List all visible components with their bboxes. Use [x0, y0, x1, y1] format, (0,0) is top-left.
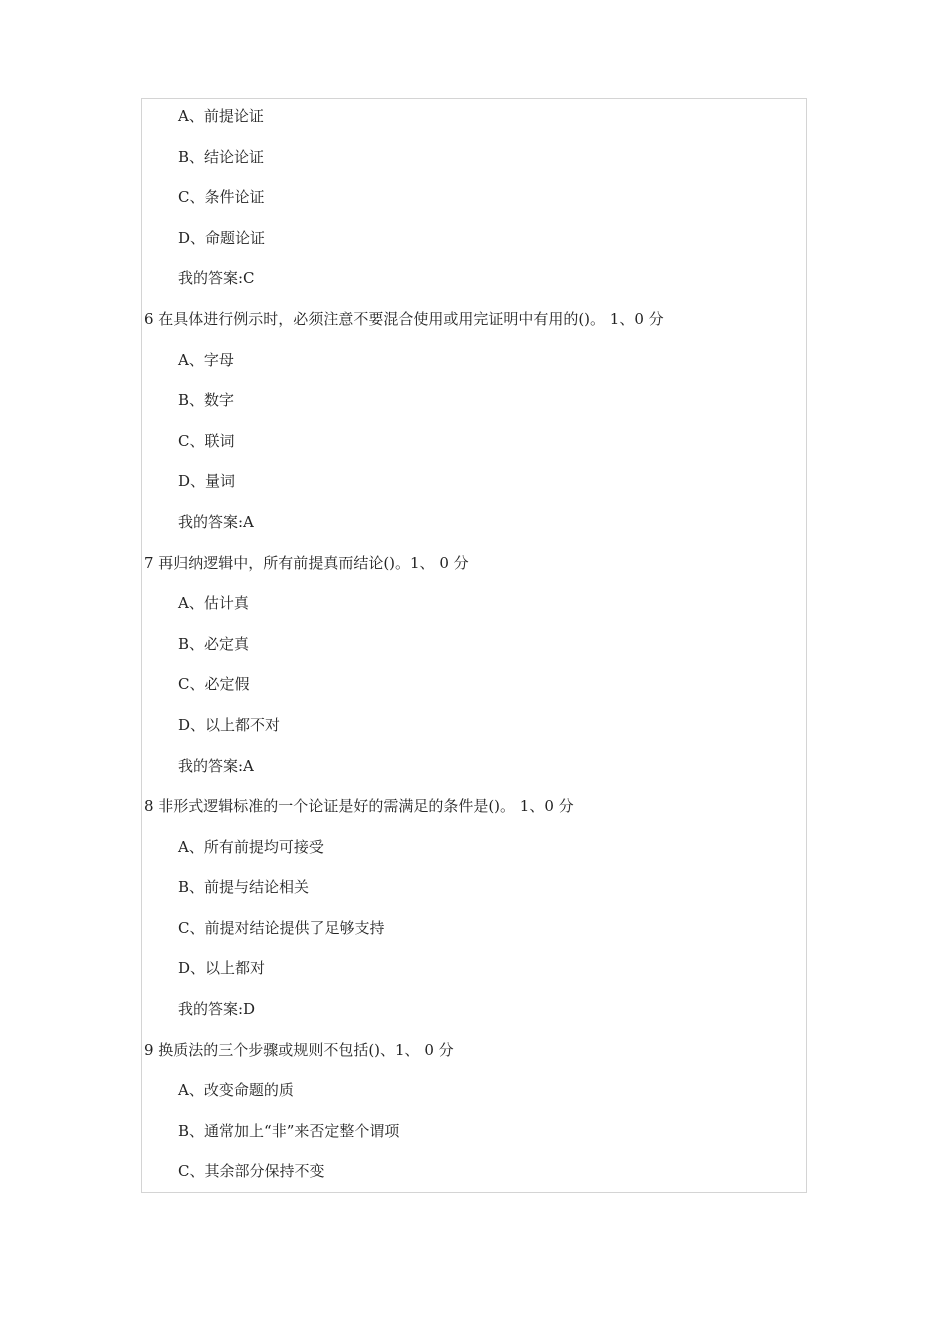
- option-c: C、联词: [178, 431, 235, 450]
- option-b: B、结论论证: [178, 147, 265, 166]
- option-c: C、其余部分保持不变: [178, 1162, 325, 1181]
- my-answer: 我的答案:A: [178, 756, 254, 775]
- option-a: A、估计真: [178, 594, 249, 613]
- question-stem-9: 9 换质法的三个步骤或规则不包括()、1、 0 分: [144, 1040, 454, 1059]
- option-c: C、条件论证: [178, 188, 265, 207]
- option-a: A、前提论证: [178, 107, 264, 125]
- option-d: D、以上都不对: [178, 715, 281, 734]
- option-c: C、必定假: [178, 675, 250, 694]
- option-b: B、前提与结论相关: [178, 878, 310, 897]
- option-c: C、前提对结论提供了足够支持: [178, 918, 385, 937]
- question-stem-8: 8 非形式逻辑标准的一个论证是好的需满足的条件是()。 1、0 分: [144, 797, 574, 816]
- question-stem-7: 7 再归纳逻辑中，所有前提真而结论()。1、 0 分: [144, 553, 469, 572]
- my-answer: 我的答案:A: [178, 512, 254, 531]
- option-b: B、必定真: [178, 634, 250, 653]
- option-d: D、以上都对: [178, 959, 266, 978]
- option-d: D、命题论证: [178, 228, 266, 247]
- question-stem-6: 6 在具体进行例示时，必须注意不要混合使用或用完证明中有用的()。 1、0 分: [144, 309, 664, 328]
- option-a: A、改变命题的质: [178, 1081, 294, 1100]
- my-answer: 我的答案:D: [178, 1000, 256, 1019]
- option-b: B、通常加上“非”来否定整个谓项: [178, 1121, 400, 1140]
- my-answer: 我的答案:C: [178, 269, 255, 288]
- option-b: B、数字: [178, 391, 235, 410]
- option-d: D、量词: [178, 472, 236, 491]
- question-list: [0, 104, 950, 1200]
- option-a: A、所有前提均可接受: [178, 837, 324, 856]
- option-a: A、字母: [178, 350, 234, 369]
